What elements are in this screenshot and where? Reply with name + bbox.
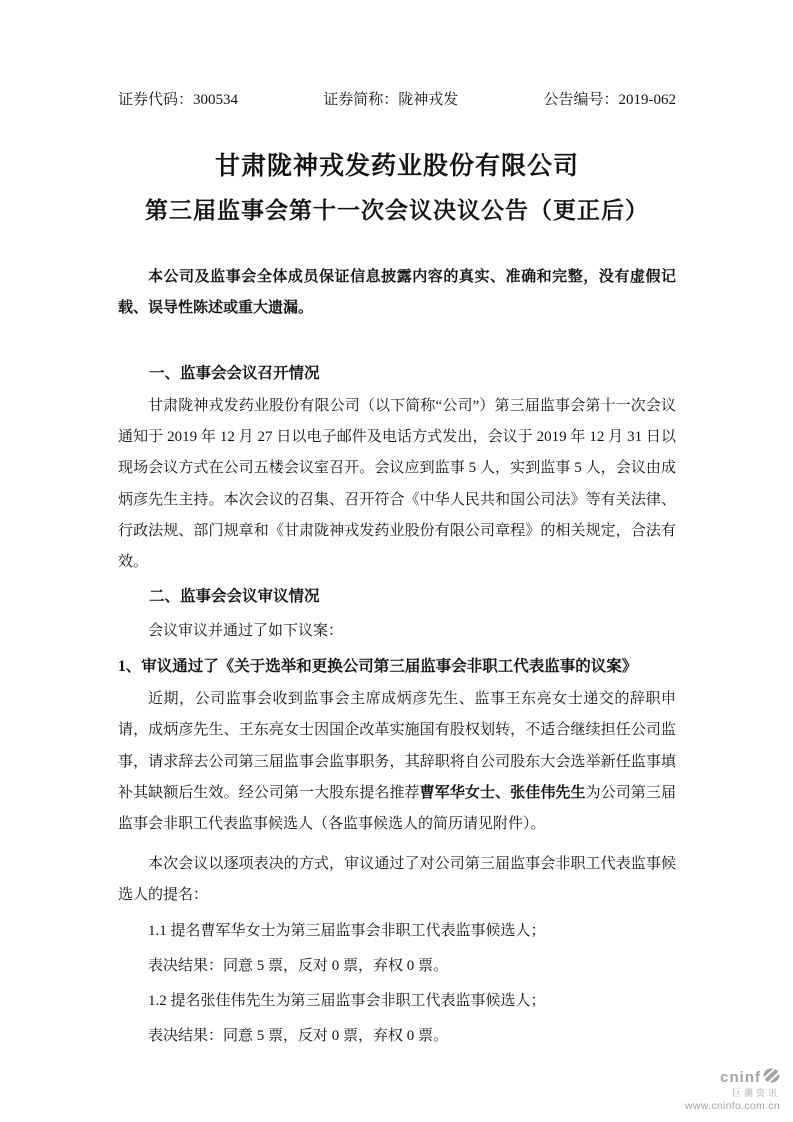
section2-intro-line: 会议审议并通过了如下议案： [148, 623, 344, 640]
cninfo-swirl-icon [763, 1068, 780, 1087]
cninfo-url: www.cninfo.com.cn [685, 1099, 780, 1112]
title-company-name: 甘肃陇神戎发药业股份有限公司 [214, 153, 579, 180]
resignation-text-post: 为公司第三届监事会非职工代表监事候选人（各监事候选人的简历请见附件）。 [118, 784, 676, 833]
nomination-item-1: 1.1 提名曹军华女士为第三届监事会非职工代表监事候选人； [148, 922, 546, 939]
disclaimer-statement: 本公司及监事会全体成员保证信息披露内容的真实、准确和完整，没有虚假记载、误导性陈述或重大遗漏。 [118, 269, 676, 316]
resignation-text-pre: 近期，公司监事会收到监事会主席成炳彦先生、监事王东亮女士递交的辞职申请，成炳彦先生、王东亮女士因国企改革实施国有股权划转，不适合继续担任公司监事，请求辞去公司第三届监事会监事职务，其辞职将自公司股东大会选举新任监事填补其缺额后生效。经公司第一大股东提名推荐 [118, 691, 676, 801]
vote-result-2: 表决结果：同意 5 票，反对 0 票，弃权 0 票。 [148, 1027, 449, 1044]
cninfo-watermark [685, 1068, 780, 1112]
section1-heading: 一、监事会会议召开情况 [149, 365, 320, 382]
resignation-paragraph [118, 684, 676, 840]
proposal1-heading: 1、审议通过了《关于选举和更换公司第三届监事会非职工代表监事的议案》 [118, 658, 638, 676]
vote-result-1: 表决结果：同意 5 票，反对 0 票，弃权 0 票。 [148, 957, 449, 974]
stock-short-name: 证券简称：陇神戎发 [323, 92, 459, 108]
document-header [118, 90, 676, 110]
cninfo-logo-row [685, 1068, 780, 1087]
vote-intro-paragraph: 本次会议以逐项表决的方式，审议通过了对公司第三届监事会非职工代表监事候选人的提名： [118, 856, 676, 904]
nomination-item-2: 1.2 提名张佳伟先生为第三届监事会非职工代表监事候选人； [148, 992, 546, 1009]
cninfo-logo-text: cninf [720, 1068, 761, 1086]
cninfo-brand-chinese: 巨潮资讯 [731, 1087, 780, 1098]
nominee-names-bold: 曹军华女士、张佳伟先生 [419, 784, 586, 801]
stock-code: 证券代码：300534 [118, 92, 239, 108]
title-announcement-subject: 第三届监事会第十一次会议决议公告（更正后） [145, 198, 649, 223]
section2-heading: 二、监事会会议审议情况 [149, 588, 320, 606]
section1-paragraph: 甘肃陇神戎发药业股份有限公司（以下简称“公司”）第三届监事会第十一次会议通知于 2019 年 12 月 27 日以电子邮件及电话方式发出，会议于 2019 年 12 月 31 日以现场会议方式在公司五楼会议室召开。会议应到监事 5 人，实到监事 5 人，会议由成炳彦先生主持。本次会议的召集、召开符合《中华人民共和国公司法》等有关法律、行政法规、部门规章和《甘肃陇神戎发药业股份有限公司章程》的相关规定，合法有效。 [118, 398, 676, 571]
announcement-number: 公告编号：2019-062 [543, 92, 676, 108]
